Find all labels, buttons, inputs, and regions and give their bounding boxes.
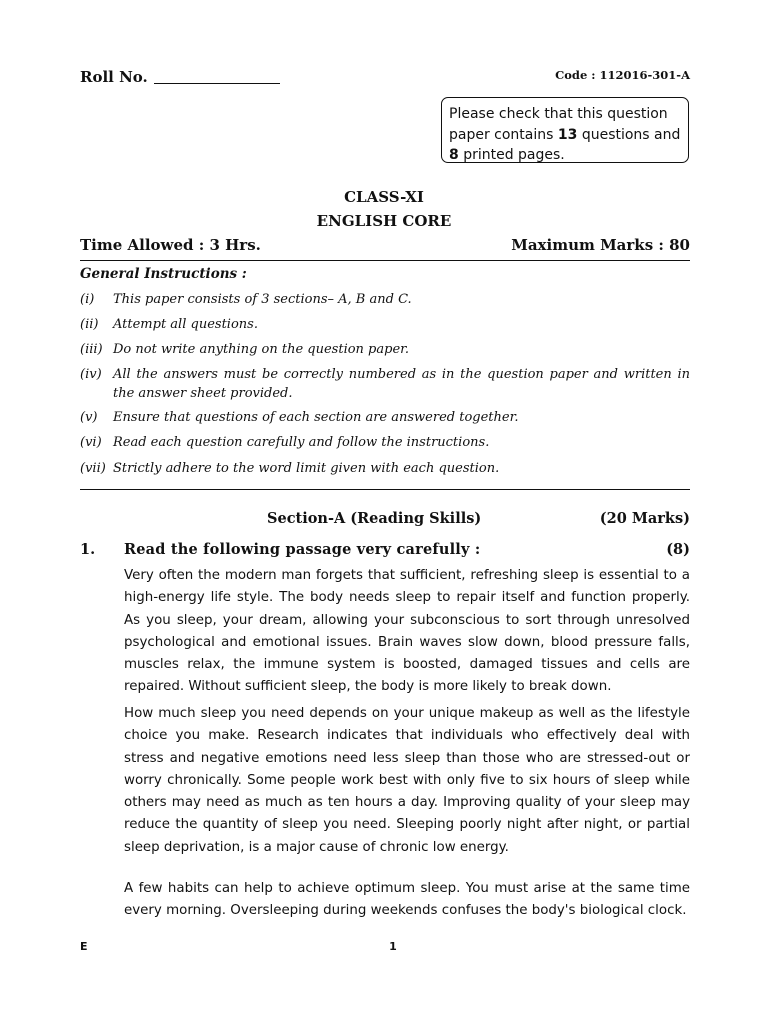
instruction-item <box>80 365 690 403</box>
notice-text-1: Please check that this question paper contains <box>449 106 668 143</box>
general-instructions-heading: General Instructions : <box>80 266 247 282</box>
page-check-notice-box <box>441 97 689 163</box>
instruction-number: (vii) <box>80 461 106 476</box>
class-title: CLASS-XI <box>344 188 424 206</box>
footer-code: E <box>80 940 88 953</box>
instruction-item <box>80 290 690 309</box>
notice-text-2: questions and <box>577 126 681 143</box>
question-prompt: Read the following passage very carefully : <box>124 541 481 558</box>
divider-top <box>80 260 690 261</box>
instruction-text: Read each question carefully and follow the instructions. <box>113 435 490 450</box>
passage-paragraph: Very often the modern man forgets that sufficient, refreshing sleep is essential to a high-energy life style. The body needs sleep to repair itself and function properly. As you sleep, your dream, allowing your subconscious to sort through unresolved psychological and emotional issues. Brain waves slow down, blood pressure falls, muscles relax, the immune system is boosted, damaged tissues and cells are repaired. Without sufficient sleep, the body is more likely to break down. <box>124 568 690 695</box>
notice-page-count: 8 <box>449 147 459 163</box>
paper-code: Code : 112016-301-A <box>555 68 690 82</box>
section-marks: (20 Marks) <box>599 510 690 527</box>
roll-label-text: Roll No. <box>80 68 148 86</box>
instruction-number: (v) <box>80 410 98 425</box>
instruction-item <box>80 408 690 427</box>
roll-number-blank <box>154 71 280 84</box>
notice-question-count: 13 <box>557 126 578 143</box>
roll-number-label <box>80 68 280 86</box>
instruction-item <box>80 459 690 478</box>
instruction-text: Strictly adhere to the word limit given with each question. <box>113 461 500 476</box>
instruction-text: Do not write anything on the question paper. <box>113 342 410 357</box>
instruction-number: (iii) <box>80 342 103 357</box>
instruction-text: Attempt all questions. <box>113 317 258 332</box>
instruction-text: Ensure that questions of each section are answered together. <box>113 410 519 425</box>
section-title: Section-A (Reading Skills) <box>267 510 482 527</box>
time-allowed: Time Allowed : 3 Hrs. <box>80 236 261 254</box>
page-number: 1 <box>389 940 397 953</box>
instruction-item <box>80 315 690 334</box>
notice-text-3: printed pages. <box>458 147 565 163</box>
instruction-text: This paper consists of 3 sections– A, B and C. <box>113 292 412 307</box>
instruction-number: (iv) <box>80 367 102 382</box>
passage-paragraph: A few habits can help to achieve optimum sleep. You must arise at the same time every morning. Oversleeping during weekends confuses the body's biological clock. <box>124 881 690 919</box>
instruction-item <box>80 340 690 359</box>
instruction-number: (ii) <box>80 317 99 332</box>
question-marks: (8) <box>666 541 690 558</box>
instruction-text: All the answers must be correctly numbered as in the question paper and written in the answer sheet provided. <box>113 367 690 401</box>
question-number: 1. <box>80 541 96 558</box>
instruction-item <box>80 433 690 452</box>
subject-title: ENGLISH CORE <box>316 212 452 230</box>
instruction-number: (i) <box>80 292 95 307</box>
divider-bottom <box>80 489 690 490</box>
instruction-number: (vi) <box>80 435 102 450</box>
passage-paragraph: How much sleep you need depends on your unique makeup as well as the lifestyle choice you make. Research indicates that individuals who effectively deal with stress and negative emotions need less sleep than those who are stressed-out or worry chronically. Some people work best with only five to six hours of sleep while others may need as much as ten hours a day. Improving quality of your sleep may reduce the quantity of sleep you need. Sleeping poorly night after night, or partial sleep deprivation, is a major cause of chronic low energy. <box>124 706 690 855</box>
maximum-marks: Maximum Marks : 80 <box>511 236 690 254</box>
